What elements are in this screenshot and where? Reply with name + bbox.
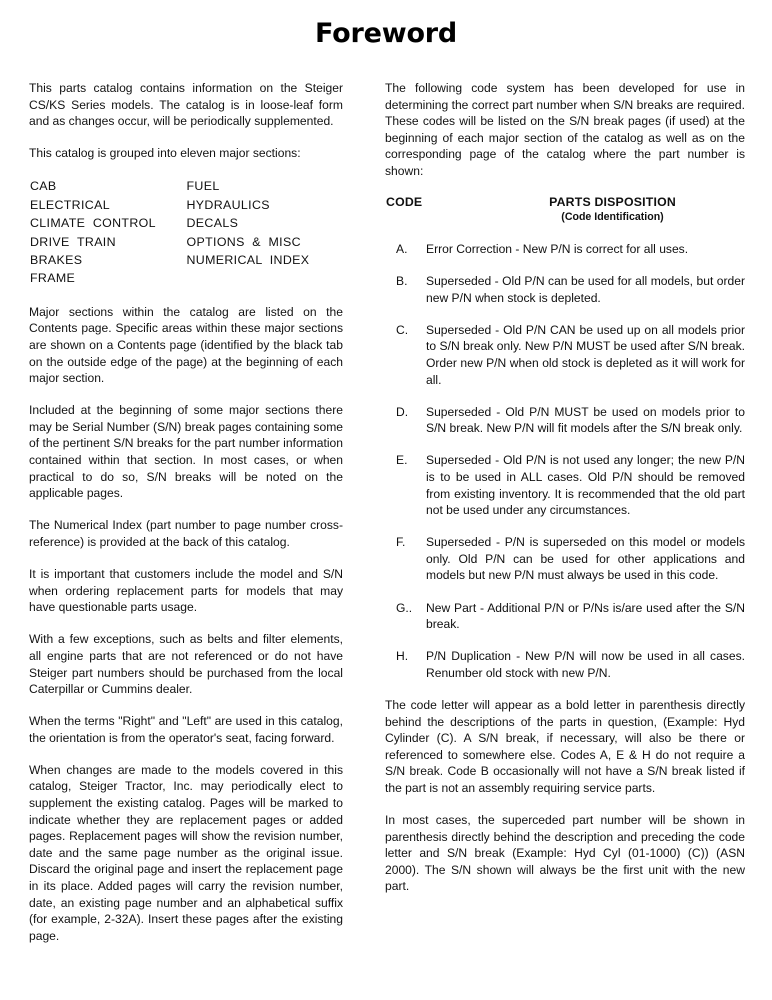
code-letter: B. bbox=[396, 274, 408, 289]
code-entry-c bbox=[385, 322, 745, 388]
section-item-fuel: FUEL bbox=[186, 179, 220, 194]
paragraph-right-left-orientation: When the terms "Right" and "Left" are used in this catalog, the orientation is from the operator's seat, facing forward. bbox=[29, 714, 343, 745]
code-letter: F. bbox=[396, 535, 406, 550]
code-description: Superseded - Old P/N MUST be used on models prior to S/N break. New P/N will fit models after the S/N break only. bbox=[426, 404, 745, 436]
code-description: Superseded - Old P/N is not used any longer; the new P/N is to be used in ALL cases. Old P/N should be removed from existing inventory. It is recommended that the old part not be used under any circumstances. bbox=[426, 453, 745, 518]
code-entry-a bbox=[385, 241, 745, 258]
code-entry-e bbox=[385, 452, 745, 518]
code-entry-d bbox=[385, 404, 745, 437]
page-title: Foreword bbox=[314, 18, 458, 49]
code-description: Superseded - Old P/N can be used for all models, but order new P/N when stock is depleted. bbox=[426, 274, 745, 305]
paragraph-catalog-intro: This parts catalog contains information on the Steiger CS/KS Series models. The catalog is in loose-leaf form and as changes occur, will be periodically supplemented. bbox=[29, 81, 343, 129]
code-entry-g bbox=[385, 600, 745, 633]
code-table-header bbox=[385, 195, 745, 223]
section-item-climate-control: CLIMATE CONTROL bbox=[30, 216, 156, 231]
paragraph-ordering-model-sn: It is important that customers include the model and S/N when ordering replacement parts for models that may have questionable parts usage. bbox=[29, 567, 343, 615]
section-item-options-misc: OPTIONS & MISC bbox=[186, 234, 301, 249]
paragraph-grouped-sections: This catalog is grouped into eleven major sections: bbox=[29, 146, 301, 161]
paragraph-sn-break-pages: Included at the beginning of some major sections there may be Serial Number (S/N) break pages containing some of the pertinent S/N breaks for the part number information contained within that section. In most cases, or when practical to do so, S/N breaks will be noted on the applicable pages. bbox=[29, 403, 343, 501]
section-item-hydraulics: HYDRAULICS bbox=[186, 197, 270, 212]
code-description: P/N Duplication - New P/N will now be used in all cases. Renumber old stock with new P/N. bbox=[426, 649, 745, 680]
major-sections-list bbox=[30, 177, 343, 287]
paragraph-code-letter-usage: The code letter will appear as a bold letter in parenthesis directly behind the descriptions of the parts in question, (Example: Hyd Cylinder (C). A S/N break, if necessary, will also be there or referenced to somewhere else. Codes A, E & H do not require a S/N break. Code B occasionally will not have a S/N break listed if the part is not an assembly requiring service parts. bbox=[385, 697, 745, 795]
paragraph-replacement-added-pages: When changes are made to the models covered in this catalog, Steiger Tractor, Inc. may periodically elect to supplement the existing catalog. Pages will be marked to indicate whether they are replacement pages or added pages. Replacement pages will show the revision number, date and the same page number as the original issue. Discard the original page and insert the replacement page in its place. Added pages will carry the revision number, date, an existing page number and an alphabetical suffix (for example, 2-32A). Insert these pages after the existing page. bbox=[29, 762, 343, 943]
paragraph-numerical-index: The Numerical Index (part number to page number cross-reference) is provided at the back of this catalog. bbox=[29, 518, 343, 549]
disposition-column-header bbox=[504, 195, 745, 223]
code-description: Superseded - Old P/N CAN be used up on all models prior to S/N break only. New P/N MUST be used after S/N break. Order new P/N when old stock is depleted as it will work for all. bbox=[426, 322, 745, 387]
code-entry-h bbox=[385, 648, 745, 681]
right-column bbox=[371, 80, 772, 895]
code-description: Superseded - P/N is superseded on this model or models only. Old P/N can be used for other applications and models but new P/N must always be used in this code. bbox=[426, 535, 745, 583]
section-item-drive-train: DRIVE TRAIN bbox=[30, 234, 116, 249]
code-column-header: CODE bbox=[386, 195, 423, 210]
code-letter: H. bbox=[396, 649, 409, 664]
sections-column-one bbox=[30, 177, 187, 287]
section-item-brakes: BRAKES bbox=[30, 253, 83, 267]
code-letter: C. bbox=[396, 322, 409, 337]
sections-column-two bbox=[187, 177, 344, 287]
paragraph-engine-parts-dealer: With a few exceptions, such as belts and filter elements, all engine parts that are not referenced or do not have Steiger part numbers should be purchased from the local Caterpillar or Cummins dealer. bbox=[29, 632, 343, 697]
left-column bbox=[0, 80, 371, 944]
two-column-body bbox=[0, 80, 772, 944]
section-item-numerical-index: NUMERICAL INDEX bbox=[186, 253, 310, 267]
section-item-cab: CAB bbox=[30, 179, 57, 194]
disposition-header-sublabel: (Code Identification) bbox=[561, 211, 664, 224]
code-description: New Part - Additional P/N or P/Ns is/are used after the S/N break. bbox=[426, 600, 745, 632]
code-entry-f bbox=[385, 534, 745, 584]
section-item-frame: FRAME bbox=[30, 271, 76, 286]
code-entry-b bbox=[385, 273, 745, 306]
paragraph-major-sections-contents: Major sections within the catalog are listed on the Contents page. Specific areas within these major sections are shown on a Contents page (identified by the black tab on the outside edge of the page) at the beginning of each major section. bbox=[29, 304, 343, 386]
closing-paragraphs bbox=[385, 697, 745, 895]
code-letter: D. bbox=[396, 404, 409, 419]
paragraph-code-system-intro: The following code system has been developed for use in determining the correct part number when S/N breaks are required. These codes will be listed on the S/N break pages (if used) at the beginning of each major section of the catalog as well as on the corresponding page of the catalog where the part number is shown: bbox=[385, 81, 745, 178]
code-description: Error Correction - New P/N is correct for all uses. bbox=[426, 242, 689, 257]
code-letter: A. bbox=[396, 242, 408, 257]
code-definitions-list bbox=[385, 241, 745, 681]
code-letter: G.. bbox=[396, 600, 413, 615]
code-letter: E. bbox=[396, 453, 408, 468]
paragraph-superceded-part-number: In most cases, the superceded part number will be shown in parenthesis directly behind the description and preceding the code letter and S/N break (Example: Hyd Cyl (01-1000) (C)) (ASN 2000). The S/N shown will always be the first unit with the new part. bbox=[385, 813, 745, 894]
section-item-decals: DECALS bbox=[186, 216, 239, 231]
disposition-header-label: PARTS DISPOSITION bbox=[549, 195, 676, 210]
section-item-electrical: ELECTRICAL bbox=[30, 197, 110, 212]
